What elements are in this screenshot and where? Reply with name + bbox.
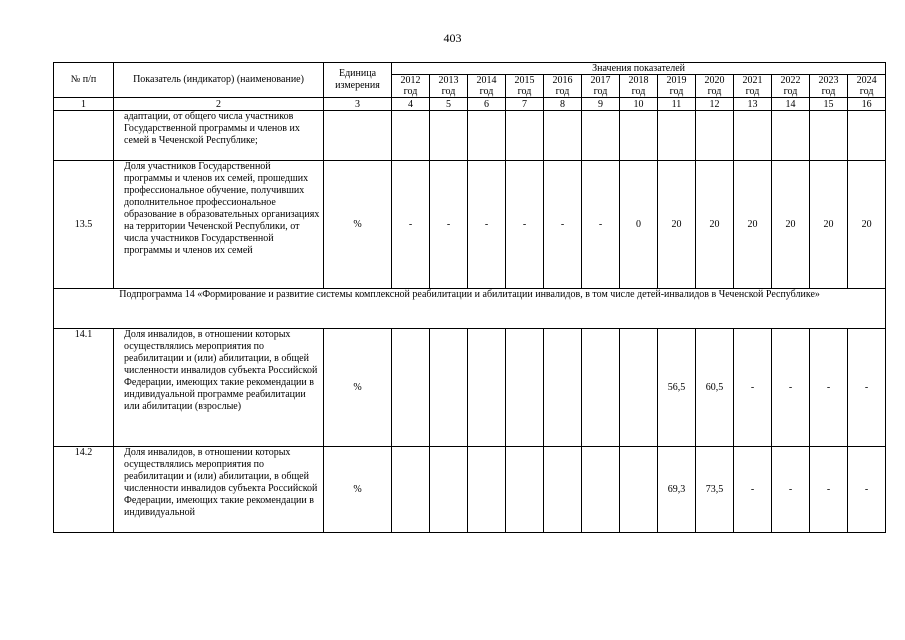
value-cell — [468, 111, 506, 161]
row-number: 13.5 — [54, 161, 114, 289]
year-label: год — [555, 86, 570, 97]
header-year-2014 — [468, 75, 506, 98]
column-number-cell: 8 — [544, 98, 582, 111]
table-row — [54, 111, 886, 161]
value-cell — [430, 329, 468, 447]
year-label: год — [783, 86, 798, 97]
year-number: 2022 — [780, 75, 801, 86]
header-year-2020 — [696, 75, 734, 98]
page-number: 403 — [443, 31, 462, 45]
value-cell: - — [506, 161, 544, 289]
column-number-cell: 12 — [696, 98, 734, 111]
year-number: 2012 — [400, 75, 421, 86]
value-cell — [658, 111, 696, 161]
value-cell: - — [848, 329, 886, 447]
header-year-2018 — [620, 75, 658, 98]
value-cell — [620, 447, 658, 533]
value-cell: 20 — [810, 161, 848, 289]
subprogram-title: Подпрограмма 14 «Формирование и развитие системы комплексной реабилитации и абилитации инвалидов, в том числе детей-инвалидов в Чеченской Республике» — [54, 289, 886, 329]
row-number: 14.2 — [54, 447, 114, 533]
value-cell — [582, 447, 620, 533]
year-label: год — [479, 86, 494, 97]
value-cell — [620, 329, 658, 447]
header-num: № п/п — [54, 63, 114, 98]
value-cell: 20 — [696, 161, 734, 289]
value-cell — [544, 329, 582, 447]
year-label: год — [441, 86, 456, 97]
value-cell: 20 — [848, 161, 886, 289]
year-label: год — [593, 86, 608, 97]
year-label: год — [517, 86, 532, 97]
header-unit: Единица измерения — [324, 63, 392, 98]
column-number-cell: 5 — [430, 98, 468, 111]
indicators-table — [53, 62, 886, 533]
value-cell: - — [810, 447, 848, 533]
value-cell: 20 — [734, 161, 772, 289]
column-number-cell: 7 — [506, 98, 544, 111]
value-cell: - — [810, 329, 848, 447]
value-cell — [582, 111, 620, 161]
header-year-2023 — [810, 75, 848, 98]
year-number: 2018 — [628, 75, 649, 86]
header-year-2017 — [582, 75, 620, 98]
column-number-cell: 14 — [772, 98, 810, 111]
table-row — [54, 161, 886, 289]
header-year-2012 — [392, 75, 430, 98]
value-cell — [582, 329, 620, 447]
year-label: год — [669, 86, 684, 97]
header-year-2013 — [430, 75, 468, 98]
year-number: 2017 — [590, 75, 611, 86]
value-cell — [506, 111, 544, 161]
value-cell — [430, 111, 468, 161]
row-unit: % — [324, 161, 392, 289]
value-cell — [544, 111, 582, 161]
value-cell — [810, 111, 848, 161]
value-cell — [772, 111, 810, 161]
column-number-cell: 9 — [582, 98, 620, 111]
year-number: 2024 — [856, 75, 877, 86]
row-unit: % — [324, 329, 392, 447]
year-number: 2016 — [552, 75, 573, 86]
year-label: год — [745, 86, 760, 97]
value-cell: - — [468, 161, 506, 289]
year-label: год — [403, 86, 418, 97]
year-number: 2014 — [476, 75, 497, 86]
value-cell — [848, 111, 886, 161]
column-number-cell: 3 — [324, 98, 392, 111]
column-number-cell: 10 — [620, 98, 658, 111]
header-row-1 — [54, 63, 886, 75]
year-label: год — [859, 86, 874, 97]
value-cell — [544, 447, 582, 533]
column-numbers-row — [54, 98, 886, 111]
value-cell — [506, 329, 544, 447]
value-cell: 56,5 — [658, 329, 696, 447]
value-cell — [392, 447, 430, 533]
header-year-2021 — [734, 75, 772, 98]
row-number: 14.1 — [54, 329, 114, 447]
row-indicator: Доля инвалидов, в отношении которых осуществлялись мероприятия по реабилитации и (или) абилитации, в общей численности инвалидов субъекта Российской Федерации, имеющих такие рекомендации в индивидуальной — [114, 447, 324, 533]
year-label: год — [631, 86, 646, 97]
column-number-cell: 15 — [810, 98, 848, 111]
column-number-cell: 4 — [392, 98, 430, 111]
subprogram-row — [54, 289, 886, 329]
value-cell — [620, 111, 658, 161]
header-indicator: Показатель (индикатор) (наименование) — [114, 63, 324, 98]
header-year-2016 — [544, 75, 582, 98]
row-indicator: адаптации, от общего числа участников Государственной программы и членов их семей в Чеченской Республике; — [114, 111, 324, 161]
value-cell: - — [772, 329, 810, 447]
year-number: 2013 — [438, 75, 459, 86]
value-cell — [468, 329, 506, 447]
value-cell: 0 — [620, 161, 658, 289]
value-cell: 20 — [658, 161, 696, 289]
value-cell: - — [734, 329, 772, 447]
value-cell: - — [734, 447, 772, 533]
column-number-cell: 16 — [848, 98, 886, 111]
value-cell — [392, 329, 430, 447]
value-cell: - — [392, 161, 430, 289]
header-year-2022 — [772, 75, 810, 98]
year-label: год — [821, 86, 836, 97]
value-cell: - — [772, 447, 810, 533]
year-label: год — [707, 86, 722, 97]
value-cell — [506, 447, 544, 533]
table-row — [54, 447, 886, 533]
value-cell: 60,5 — [696, 329, 734, 447]
value-cell: 69,3 — [658, 447, 696, 533]
value-cell: 20 — [772, 161, 810, 289]
value-cell — [734, 111, 772, 161]
header-year-2015 — [506, 75, 544, 98]
year-number: 2019 — [666, 75, 687, 86]
value-cell — [430, 447, 468, 533]
row-unit: % — [324, 447, 392, 533]
value-cell: - — [582, 161, 620, 289]
header-year-2024 — [848, 75, 886, 98]
column-number-cell: 13 — [734, 98, 772, 111]
column-number-cell: 11 — [658, 98, 696, 111]
year-number: 2020 — [704, 75, 725, 86]
column-number-cell: 2 — [114, 98, 324, 111]
value-cell: 73,5 — [696, 447, 734, 533]
row-number — [54, 111, 114, 161]
value-cell: - — [848, 447, 886, 533]
year-number: 2015 — [514, 75, 535, 86]
value-cell — [696, 111, 734, 161]
value-cell: - — [430, 161, 468, 289]
row-indicator: Доля участников Государственной программы и членов их семей, прошедших профессиональное обучение, получивших дополнительное профессиональное образование в образовательных организациях на территории Чеченской Республики, от числа участников Государственной программы и членов их семей — [114, 161, 324, 289]
year-number: 2021 — [742, 75, 763, 86]
header-values: Значения показателей — [392, 63, 886, 75]
value-cell — [468, 447, 506, 533]
column-number-cell: 1 — [54, 98, 114, 111]
value-cell: - — [544, 161, 582, 289]
row-indicator: Доля инвалидов, в отношении которых осуществлялись мероприятия по реабилитации и (или) абилитации, в общей численности инвалидов субъекта Российской Федерации, имеющих такие рекомендации в индивидуальной программе реабилитации или абилитации (взрослые) — [114, 329, 324, 447]
row-unit — [324, 111, 392, 161]
value-cell — [392, 111, 430, 161]
table-row — [54, 329, 886, 447]
header-year-2019 — [658, 75, 696, 98]
column-number-cell: 6 — [468, 98, 506, 111]
year-number: 2023 — [818, 75, 839, 86]
